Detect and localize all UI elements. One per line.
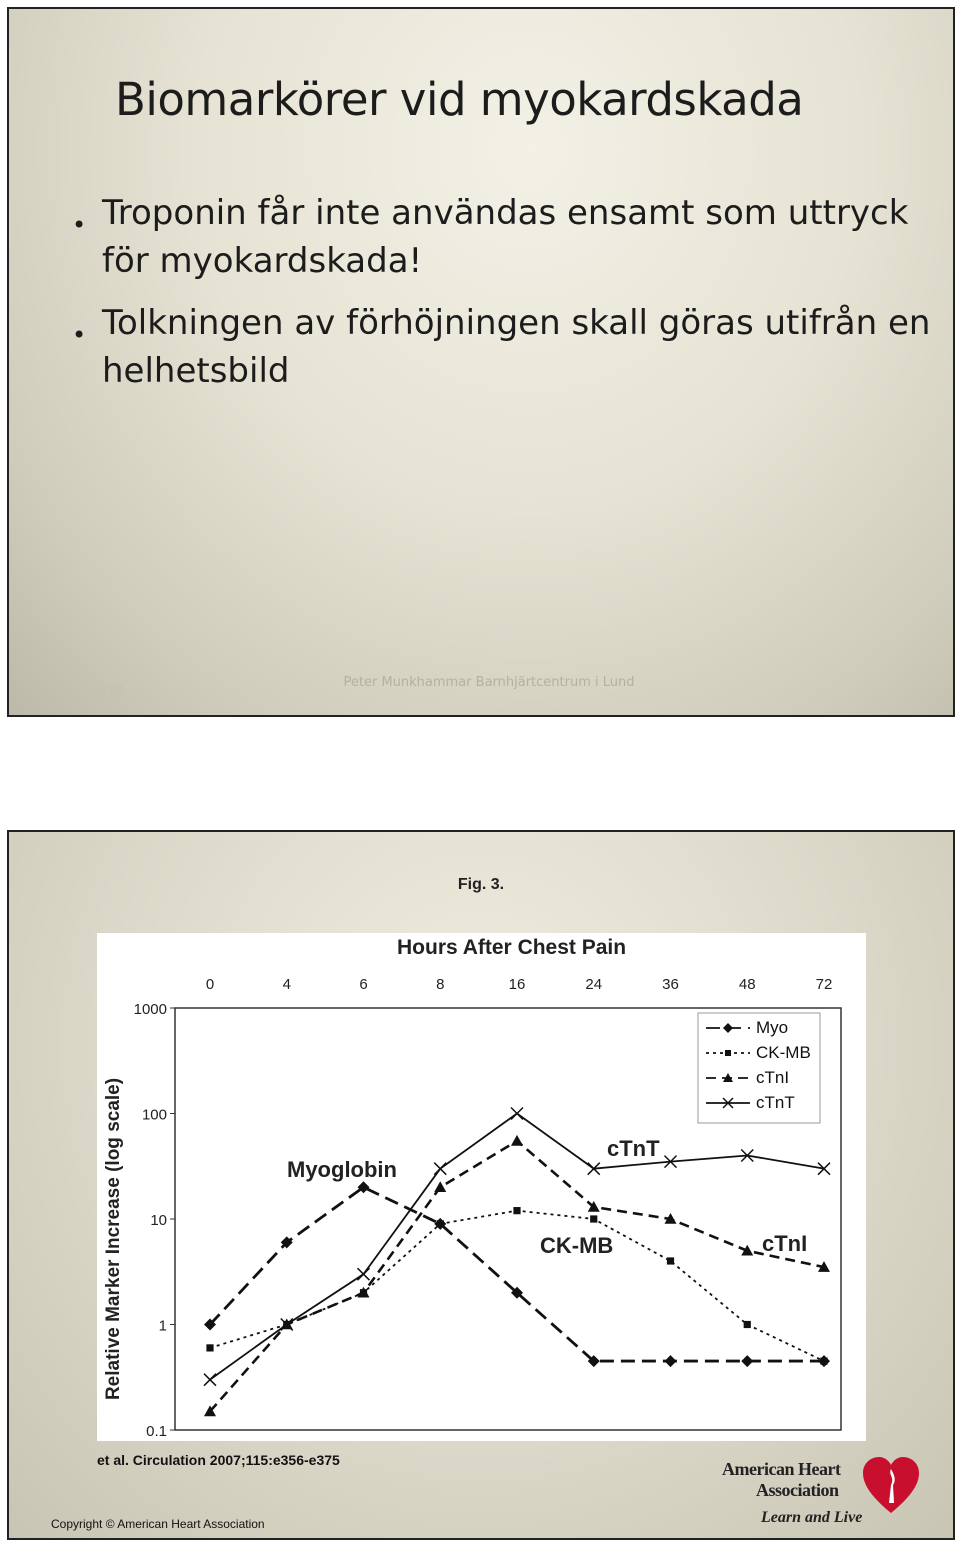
y-tick-label: 0.1: [146, 1423, 167, 1440]
marker-square: [437, 1220, 444, 1227]
aha-logo-line2: Association: [756, 1480, 839, 1500]
copyright: Copyright © American Heart Association: [51, 1517, 265, 1531]
figure-label: Fig. 3.: [457, 876, 505, 893]
x-tick-label: 24: [585, 976, 603, 993]
x-tick-label: 72: [815, 976, 833, 993]
aha-logo-line1: American Heart: [722, 1459, 841, 1479]
footer-date: 2013-10: [69, 683, 124, 698]
marker-triangle: [434, 1181, 446, 1192]
heart-torch-icon: [861, 1449, 921, 1519]
slide-2: [7, 830, 955, 1540]
marker-diamond: [665, 1355, 677, 1367]
chart-svg: [97, 933, 866, 1441]
x-tick-label: 8: [436, 976, 445, 993]
marker-square: [590, 1215, 597, 1222]
x-tick-label: 0: [205, 976, 215, 993]
series-annotation: Myoglobin: [287, 1157, 397, 1182]
marker-square: [206, 1344, 213, 1351]
legend-label: cTnI: [756, 1068, 790, 1087]
bullet-text: Troponin får inte användas ensamt som uttryck för myokardskada!: [102, 193, 909, 281]
y-tick-label: 1: [158, 1317, 167, 1335]
marker-square: [744, 1321, 751, 1328]
marker-square: [820, 1357, 827, 1364]
slide-title: Biomarkörer vid myokardskada: [115, 73, 804, 126]
legend-label: CK-MB: [756, 1043, 811, 1062]
y-tick-label: 10: [150, 1212, 167, 1229]
bullet-item: [67, 189, 947, 285]
aha-logo-line3: Learn and Live: [761, 1509, 863, 1526]
bullet-item: [67, 299, 947, 395]
x-tick-label: 4: [282, 976, 291, 993]
slide-1: [7, 7, 955, 717]
x-tick-label: 6: [359, 976, 368, 993]
marker-diamond: [741, 1355, 753, 1367]
biomarker-chart: [97, 933, 866, 1441]
x-tick-label: 48: [738, 976, 756, 993]
series-line-ctnt: [210, 1114, 824, 1380]
bullet-dot-icon: •: [72, 211, 87, 239]
bullet-text: Tolkningen av förhöjningen skall göras utifrån en helhetsbild: [102, 303, 931, 391]
legend-label: Myo: [756, 1018, 789, 1037]
y-axis-label: Relative Marker Increase (log scale): [103, 1077, 124, 1401]
bullet-dot-icon: •: [72, 321, 87, 349]
series-annotation: cTnT: [607, 1136, 660, 1161]
marker-square: [667, 1257, 674, 1264]
aha-logo: [719, 1447, 919, 1532]
footer-author: Peter Munkhammar Barnhjärtcentrum i Lund: [343, 675, 635, 690]
x-tick-label: 16: [508, 976, 526, 993]
y-tick-label: 100: [141, 1106, 167, 1124]
y-tick-label: 1000: [133, 1001, 167, 1018]
series-line-ck-mb: [210, 1211, 824, 1361]
citation: et al. Circulation 2007;115:e356-e375: [97, 1452, 340, 1468]
series-annotation: CK-MB: [540, 1233, 614, 1258]
legend-label: cTnT: [756, 1093, 795, 1112]
marker-triangle: [511, 1135, 523, 1146]
marker-square: [513, 1207, 520, 1214]
bullet-list: [67, 189, 947, 409]
chart-title: Hours After Chest Pain: [397, 936, 627, 959]
series-annotation: cTnI: [762, 1231, 808, 1256]
marker-square: [725, 1050, 731, 1056]
x-tick-label: 36: [662, 976, 679, 993]
